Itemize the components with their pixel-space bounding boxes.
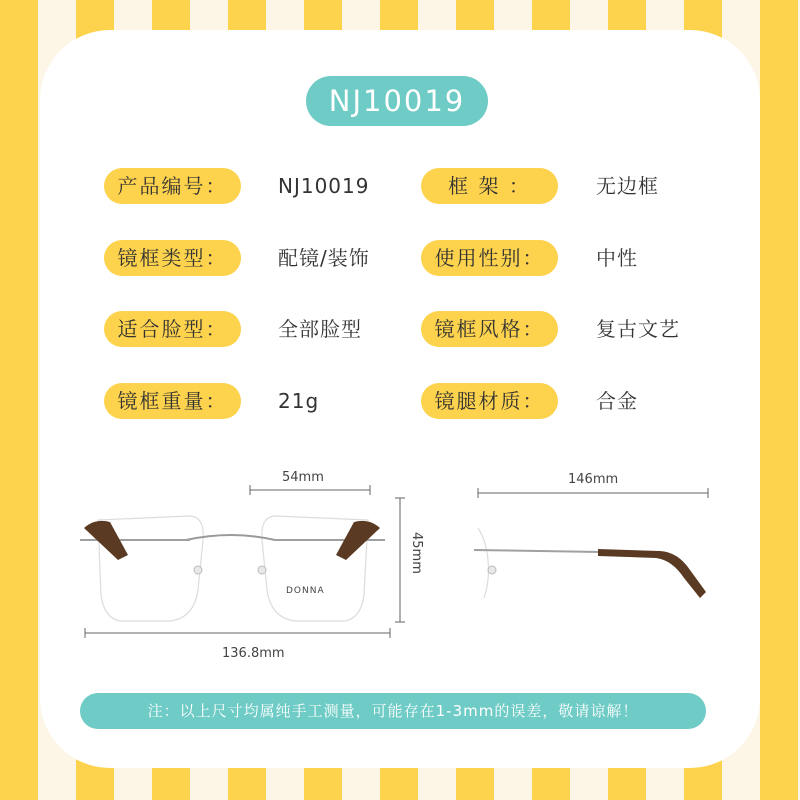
- spec-label-weight: 镜框重量：: [104, 383, 241, 419]
- spec-label-frame-style: 镜框风格：: [421, 311, 558, 347]
- spec-label-gender: 使用性别：: [421, 240, 558, 276]
- brand-mark: DONNA: [286, 586, 325, 596]
- spec-label-product-code: 产品编号：: [104, 168, 241, 204]
- spec-label-frame: 框 架 ：: [421, 168, 558, 204]
- spec-value-frame-type: 配镜/装饰: [278, 246, 370, 270]
- spec-label-face-shape: 适合脸型：: [104, 311, 241, 347]
- spec-value-product-code: NJ10019: [278, 174, 370, 198]
- frame-width-label: 136.8mm: [222, 646, 285, 661]
- frame-width-dimension-line: [85, 628, 390, 638]
- lens-width-dimension-line: [250, 485, 370, 495]
- spec-value-weight: 21g: [278, 389, 320, 413]
- model-title-badge: NJ10019: [306, 76, 488, 126]
- lens-height-dimension-line: [395, 498, 405, 622]
- lens-width-label: 54mm: [282, 470, 324, 485]
- temple-length-label: 146mm: [568, 472, 619, 487]
- spec-label-frame-type: 镜框类型：: [104, 240, 241, 276]
- spec-label-temple-material: 镜腿材质：: [421, 383, 558, 419]
- spec-value-frame: 无边框: [596, 174, 659, 198]
- spec-value-temple-material: 合金: [596, 389, 638, 413]
- spec-value-frame-style: 复古文艺: [596, 317, 680, 341]
- spec-value-face-shape: 全部脸型: [278, 317, 362, 341]
- lens-height-label: 45mm: [409, 532, 424, 574]
- front-view-glasses: [80, 516, 385, 621]
- spec-value-gender: 中性: [596, 246, 638, 270]
- temple-length-dimension-line: [478, 488, 708, 498]
- measurement-note: 注：以上尺寸均属纯手工测量，可能存在1-3mm的误差，敬请谅解！: [80, 693, 706, 729]
- side-view-glasses: [474, 528, 706, 598]
